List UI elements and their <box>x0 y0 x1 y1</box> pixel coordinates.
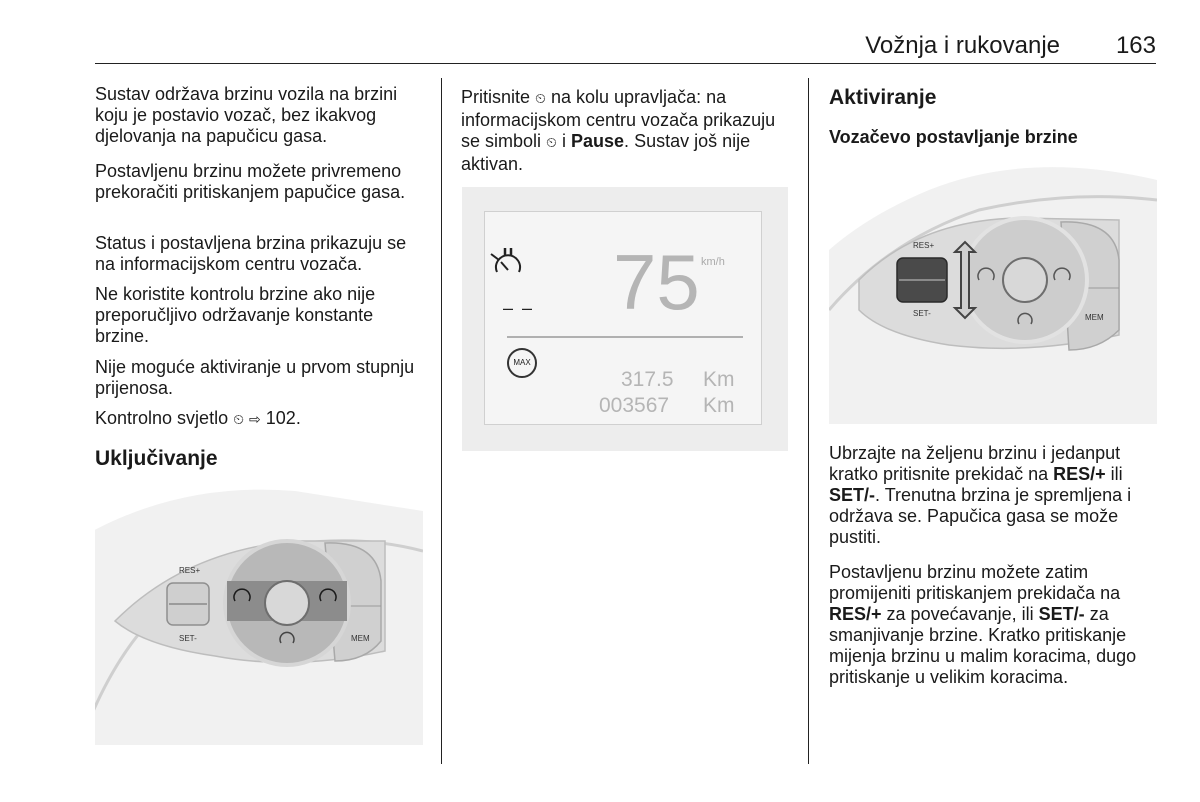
header-rule <box>95 63 1156 64</box>
set-term: SET/- <box>829 485 876 505</box>
text-span: za smanjivanje brzine. Kratko pritiskanje mijenja brzinu u malim koracima, dugo pritiskanje u velikim koracima. <box>829 604 1137 687</box>
paragraph: Postavljenu brzinu možete privremeno prekoračiti pritiskanjem papučice gasa. <box>95 161 406 202</box>
res-term: RES/+ <box>829 604 882 624</box>
speed-unit: km/h <box>701 256 725 268</box>
paragraph-warning-light-reference <box>95 408 430 431</box>
pause-term: Pause <box>571 131 625 151</box>
trip-unit: Km <box>703 368 735 391</box>
text-span: Ubrzajte na željenu brzinu i jedanput kratko pritisnite prekidač na <box>829 443 1121 484</box>
cruise-control-icon: ⏲ <box>546 135 557 151</box>
column-divider-2 <box>808 78 809 764</box>
page-header-title: Vožnja i rukovanje <box>865 32 1060 59</box>
res-term: RES/+ <box>1053 464 1106 484</box>
page-reference: 102. <box>265 408 301 428</box>
odometer-unit: Km <box>703 394 735 417</box>
section-heading-ukljucivanje: Uključivanje <box>95 447 218 470</box>
steering-wheel-drawing <box>829 160 1157 424</box>
page-number: 163 <box>1115 32 1156 59</box>
paragraph: Ne koristite kontrolu brzine ako nije preporučljivo održavanje konstante brzine. <box>95 284 376 346</box>
column-divider-1 <box>441 78 442 764</box>
res-label: RES+ <box>913 241 935 250</box>
steering-wheel-drawing <box>95 481 423 745</box>
mem-label: MEM <box>351 634 370 643</box>
mem-label: MEM <box>1085 313 1104 322</box>
set-label: SET- <box>913 309 931 318</box>
set-label: SET- <box>179 634 197 643</box>
display-screen <box>484 211 762 425</box>
set-speed-dashes: – – <box>503 298 535 318</box>
set-term: SET/- <box>1038 604 1085 624</box>
text-span: . <box>624 131 630 151</box>
section-heading-aktiviranje: Aktiviranje <box>829 86 937 109</box>
paragraph: Status i postavljena brzina prikazuju se na informacijskom centru vozača. <box>95 233 407 274</box>
trip-distance: 317.5 <box>621 368 674 391</box>
driver-info-display-illustration <box>462 187 788 451</box>
text-span: Sustav još nije aktivan. <box>461 131 751 174</box>
odometer: 003567 <box>599 394 670 417</box>
cruise-control-pause-icon <box>489 246 529 282</box>
paragraph: Sustav održava brzinu vozila na brzini koju je postavio vozač, bez ikakvog djelovanja na papučicu gasa. <box>95 84 398 146</box>
paragraph-postavljenu <box>829 562 1159 688</box>
cruise-control-icon: ⏲ <box>233 412 245 428</box>
text-span: za povećavanje, ili <box>886 604 1034 624</box>
paragraph-ubrzajte <box>829 443 1159 548</box>
page-reference-arrow-icon: ⇨ <box>249 412 261 428</box>
text-span: Postavljenu brzinu možete zatim promijeniti pritiskanjem prekidača na <box>829 562 1121 603</box>
res-label: RES+ <box>179 566 201 575</box>
text-span: na kolu upravljača: na informacijskom centru vozača prikazuju se simboli <box>461 87 776 151</box>
cruise-control-icon: ⏲ <box>535 91 546 107</box>
steering-wheel-illustration-2 <box>829 160 1157 424</box>
speed-readout: 75 <box>613 238 700 326</box>
subheading-vozacevo-postavljanje: Vozačevo postavljanje brzine <box>829 127 1078 147</box>
steering-wheel-illustration-1 <box>95 481 423 745</box>
paragraph-pritisnite <box>461 87 791 175</box>
text-span: Pritisnite <box>461 87 531 107</box>
text-span: . Trenutna brzina je spremljena i održava se. Papučica gasa se može pustiti. <box>829 485 1132 547</box>
warning-light-text: Kontrolno svjetlo <box>95 408 229 428</box>
text-span: ili <box>1110 464 1123 484</box>
text-span: i <box>561 131 566 151</box>
paragraph: Nije moguće aktiviranje u prvom stupnju prijenosa. <box>95 357 415 398</box>
display-divider <box>507 336 743 338</box>
speed-limiter-max-icon: MAX <box>507 348 537 378</box>
